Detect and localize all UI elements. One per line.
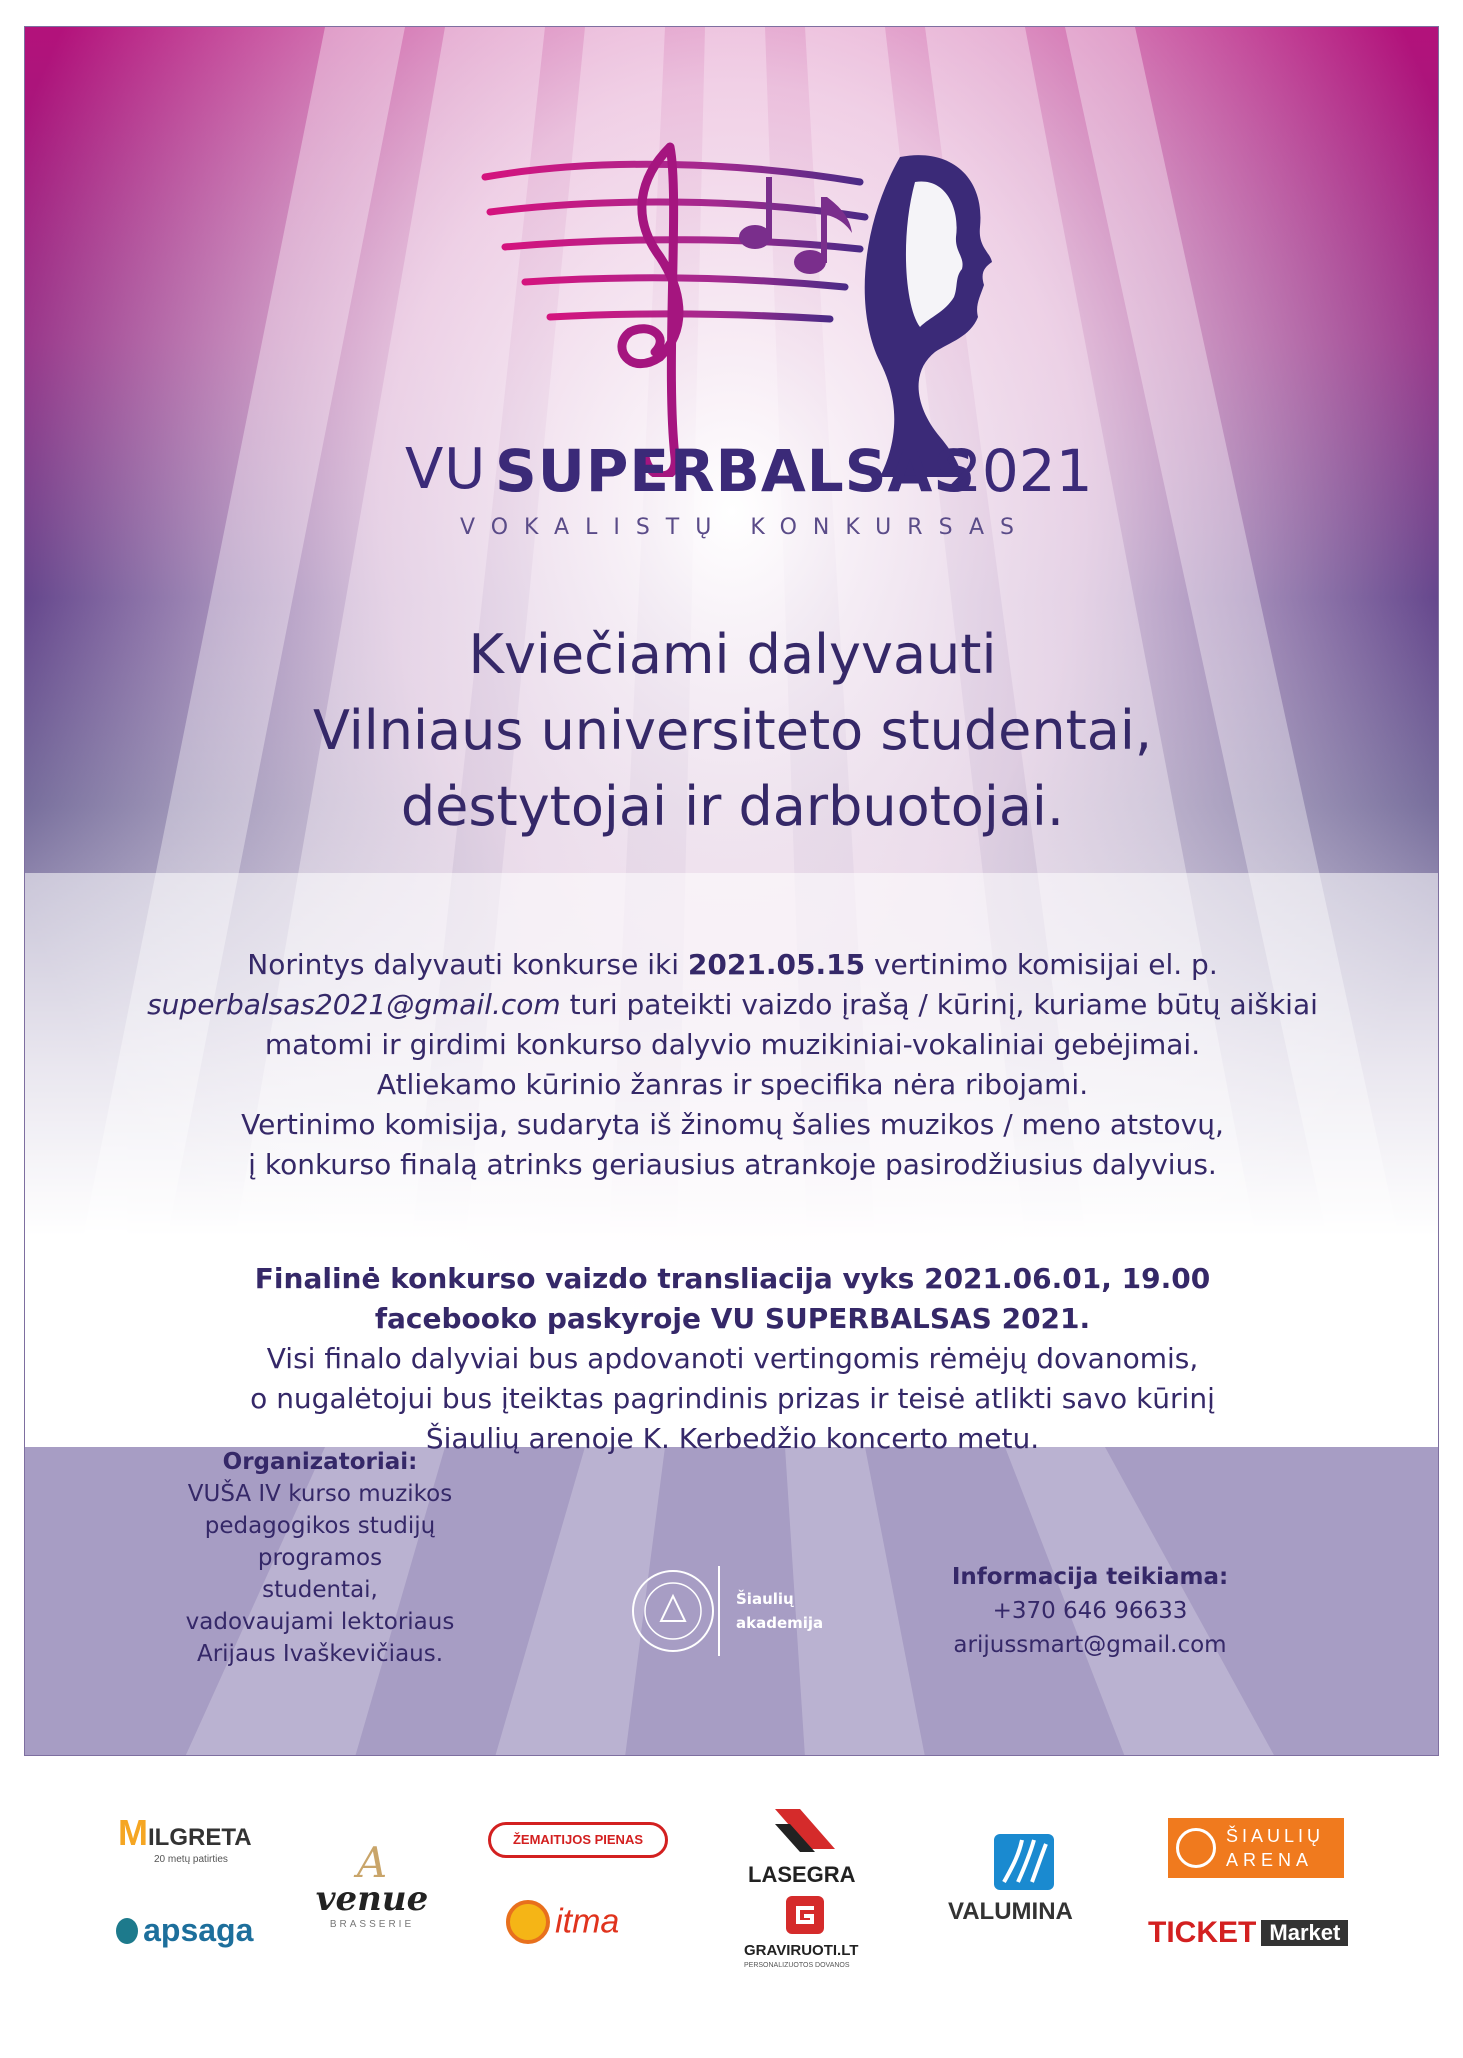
sponsor-ticket-market-logo: TICKET Market (1148, 1916, 1348, 1950)
sponsor-valumina-logo: VALUMINA (948, 1898, 1073, 1925)
sponsor-citma-logo: itma (506, 1900, 619, 1944)
contact-title: Informacija teikiama: (951, 1564, 1229, 1590)
sponsor-graviruoti-logo: GRAVIRUOTI.LT (744, 1942, 859, 1959)
headline-line-3: dėstytojai ir darbuotojai. (400, 775, 1065, 838)
final-info-text: Finalinė konkurso vaizdo transliacija vyks 2021.06.01, 19.00 facebooko paskyroje VU SUPERBALSAS 2021. Visi finalo dalyviai bus apdovanoti vertingomis rėmėjų dovanomis, o nugalėtojui bus įteiktas pagrindinis prizas ir teisė atlikti savo kūrinį Šiaulių arenoje K. Kerbedžio koncerto metu. (250, 1262, 1215, 1455)
apsaga-drop-icon (116, 1918, 138, 1944)
organizers-block: Organizatoriai: VUŠA IV kurso muzikos pedagogikos studijų programos studentai, vadovaujami lektoriaus Arijaus Ivaškevičiaus. (140, 1446, 500, 1670)
deadline-date: 2021.05.15 (687, 948, 866, 981)
sponsor-lasegra-logo: LASEGRA (748, 1862, 856, 1887)
university-name-line-1: Šiaulių (736, 1590, 794, 1608)
arena-wheel-icon (1176, 1828, 1216, 1868)
graviruoti-g-icon (784, 1894, 826, 1936)
sponsor-siauliu-arena-logo: ŠIAULIŲ ARENA (1168, 1818, 1344, 1878)
university-name-line-2: akademija (736, 1614, 824, 1632)
logo-year: 2021 (945, 437, 1093, 505)
superbalsas-logo-graphic (480, 137, 1000, 477)
logo-name: SUPERBALSAS (495, 437, 977, 505)
contact-info-block (910, 1560, 1270, 1662)
university-seal-icon (628, 1566, 718, 1656)
organizers-title: Organizatoriai: (222, 1449, 418, 1475)
sponsor-graviruoti-subtitle: PERSONALIZUOTOS DOVANOS (744, 1962, 850, 1969)
sponsor-apsaga-logo: apsaga (116, 1912, 253, 1949)
description-text: Norintys dalyvauti konkurse iki 2021.05.15 vertinimo komisijai el. p. superbalsas2021@gmail.com turi pateikti vaizdo įrašą / kūrinį, kuriame būtų aiškiai matomi ir girdimi konkurso dalyvio muzikiniai-vokaliniai gebėjimai. Atliekamo kūrinio žanras ir specifika nėra ribojami. Vertinimo komisija, sudaryta iš žinomų šalies muzikos / meno atstovų, į konkurso finalą atrinks geriausius atrankoje pasirodžiusius dalyvius. (147, 948, 1318, 1181)
valumina-mark-icon (994, 1834, 1054, 1890)
contest-email-link[interactable]: superbalsas2021@gmail.com (147, 988, 561, 1021)
sponsor-venue-logo: A venue BRASSERIE (315, 1838, 429, 1930)
contact-phone[interactable]: +370 646 96633 (992, 1598, 1188, 1624)
lasegra-mark-icon (770, 1804, 840, 1856)
logo-subtitle: VOKALISTŲ KONKURSAS (460, 515, 1030, 540)
headline-line-1: Kviečiami dalyvauti (468, 623, 997, 686)
sponsor-zemaitijos-pienas-logo: ŽEMAITIJOS PIENAS (488, 1822, 668, 1858)
logo-vu: VU (405, 437, 487, 502)
university-logo-divider (718, 1566, 720, 1656)
citma-orange-icon (506, 1900, 550, 1944)
headline-line-2: Vilniaus universiteto studentai, (312, 699, 1153, 762)
contact-email[interactable]: arijussmart@gmail.com (953, 1632, 1227, 1658)
sponsor-milgreta-logo: MILGRETA 20 metų patirties (118, 1812, 252, 1865)
